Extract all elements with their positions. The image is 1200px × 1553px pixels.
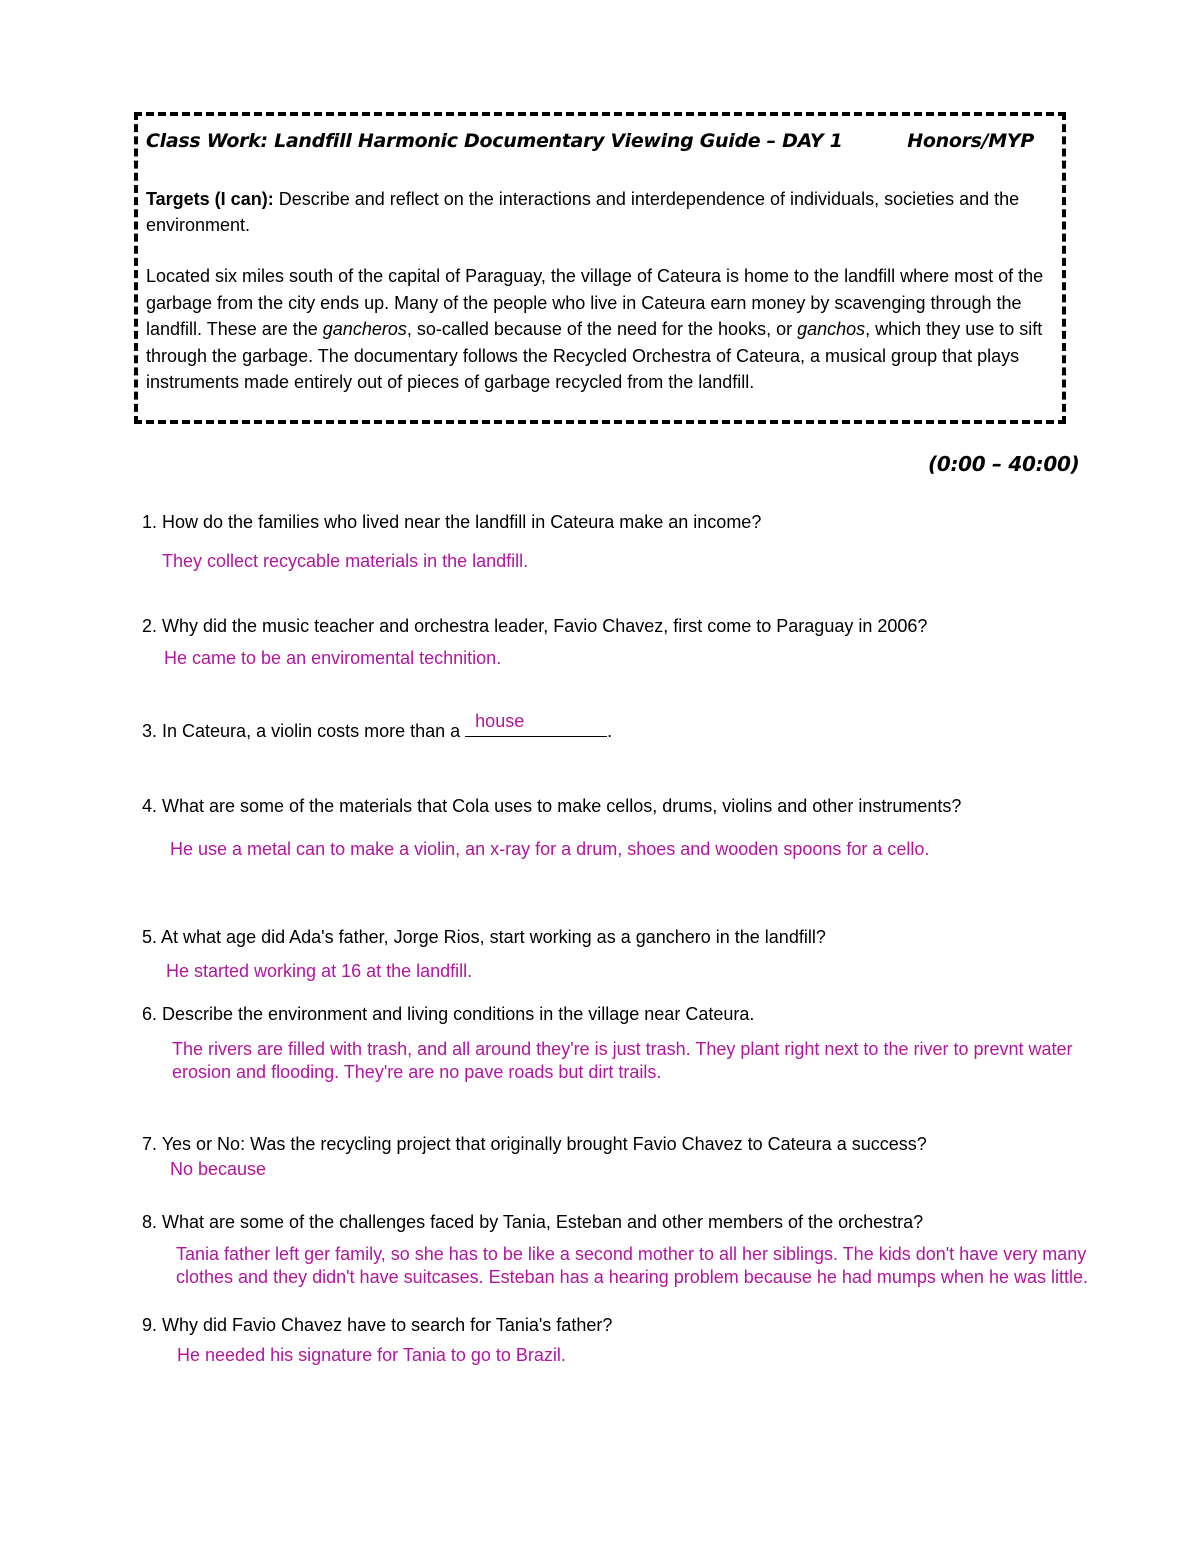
question-2: 2. Why did the music teacher and orchestra leader, Favio Chavez, first come to Paraguay in 2006? — [142, 616, 928, 636]
header-box — [134, 112, 1066, 424]
answer-6-line-2: erosion and flooding. They're are no pave roads but dirt trails. — [172, 1062, 662, 1082]
question-1: 1. How do the families who lived near the landfill in Cateura make an income? — [142, 512, 762, 532]
intro-paragraph — [146, 263, 1066, 396]
question-6: 6. Describe the environment and living conditions in the village near Cateura. — [142, 1004, 755, 1024]
worksheet-title: Class Work: Landfill Harmonic Documentary Viewing Guide – DAY 1 — [146, 130, 843, 152]
answer-1[interactable]: They collect recycable materials in the landfill. — [162, 551, 529, 571]
targets-text: Describe and reflect on the interactions and interdependence of individuals, societies and the environment. — [146, 189, 1020, 235]
answer-6-line-1: The rivers are filled with trash, and all around they're is just trash. They plant right next to the river to prevnt water — [172, 1039, 1073, 1059]
question-3-text: 3. In Cateura, a violin costs more than a — [142, 721, 466, 741]
intro-text-1: Located six miles south of the capital of Paraguay, the village of Cateura is home to the landfill where most of the garbage from the city ends up. Many of the people who live in Cateura earn money by scavenging through the landfill. These are the — [146, 266, 1044, 339]
targets — [146, 186, 1046, 238]
question-7: 7. Yes or No: Was the recycling project that originally brought Favio Chavez to Cateura a success? — [142, 1134, 927, 1154]
question-3 — [142, 711, 613, 742]
time-range: (0:00 – 40:00) — [928, 452, 1080, 476]
question-3-end: . — [607, 721, 613, 741]
answer-8[interactable] — [176, 1243, 1088, 1289]
answer-3-blank[interactable] — [465, 711, 607, 737]
answer-5[interactable]: He started working at 16 at the landfill. — [166, 961, 473, 981]
question-5: 5. At what age did Ada's father, Jorge Rios, start working as a ganchero in the landfill? — [142, 927, 826, 947]
question-4: 4. What are some of the materials that Cola uses to make cellos, drums, violins and other instruments? — [142, 796, 962, 816]
answer-7[interactable]: No because — [170, 1159, 267, 1179]
answer-8-line-1: Tania father left ger family, so she has to be like a second mother to all her siblings. The kids don't have very many — [176, 1244, 1087, 1264]
targets-label: Targets (I can): — [146, 189, 274, 209]
answer-9[interactable]: He needed his signature for Tania to go to Brazil. — [177, 1345, 566, 1365]
intro-term-ganchos: ganchos — [797, 319, 866, 339]
answer-3: house — [475, 711, 525, 731]
answer-2[interactable]: He came to be an enviromental technition. — [164, 648, 502, 668]
question-9: 9. Why did Favio Chavez have to search for Tania's father? — [142, 1315, 613, 1335]
course-level: Honors/MYP — [907, 130, 1034, 152]
intro-text-2: , so-called because of the need for the hooks, or — [406, 319, 798, 339]
answer-4[interactable]: He use a metal can to make a violin, an x-ray for a drum, shoes and wooden spoons for a cello. — [170, 839, 930, 859]
answer-6[interactable] — [172, 1038, 1073, 1084]
intro-text-3: , which they use to sift through the garbage. The documentary follows the Recycled Orchestra of Cateura, a musical group that plays instruments made entirely out of pieces of garbage recycled from the landfill. — [146, 319, 1043, 392]
question-8: 8. What are some of the challenges faced by Tania, Esteban and other members of the orchestra? — [142, 1212, 924, 1232]
answer-8-line-2: clothes and they didn't have suitcases. Esteban has a hearing problem because he had mumps when he was little. — [176, 1267, 1088, 1287]
intro-term-gancheros: gancheros — [322, 319, 407, 339]
